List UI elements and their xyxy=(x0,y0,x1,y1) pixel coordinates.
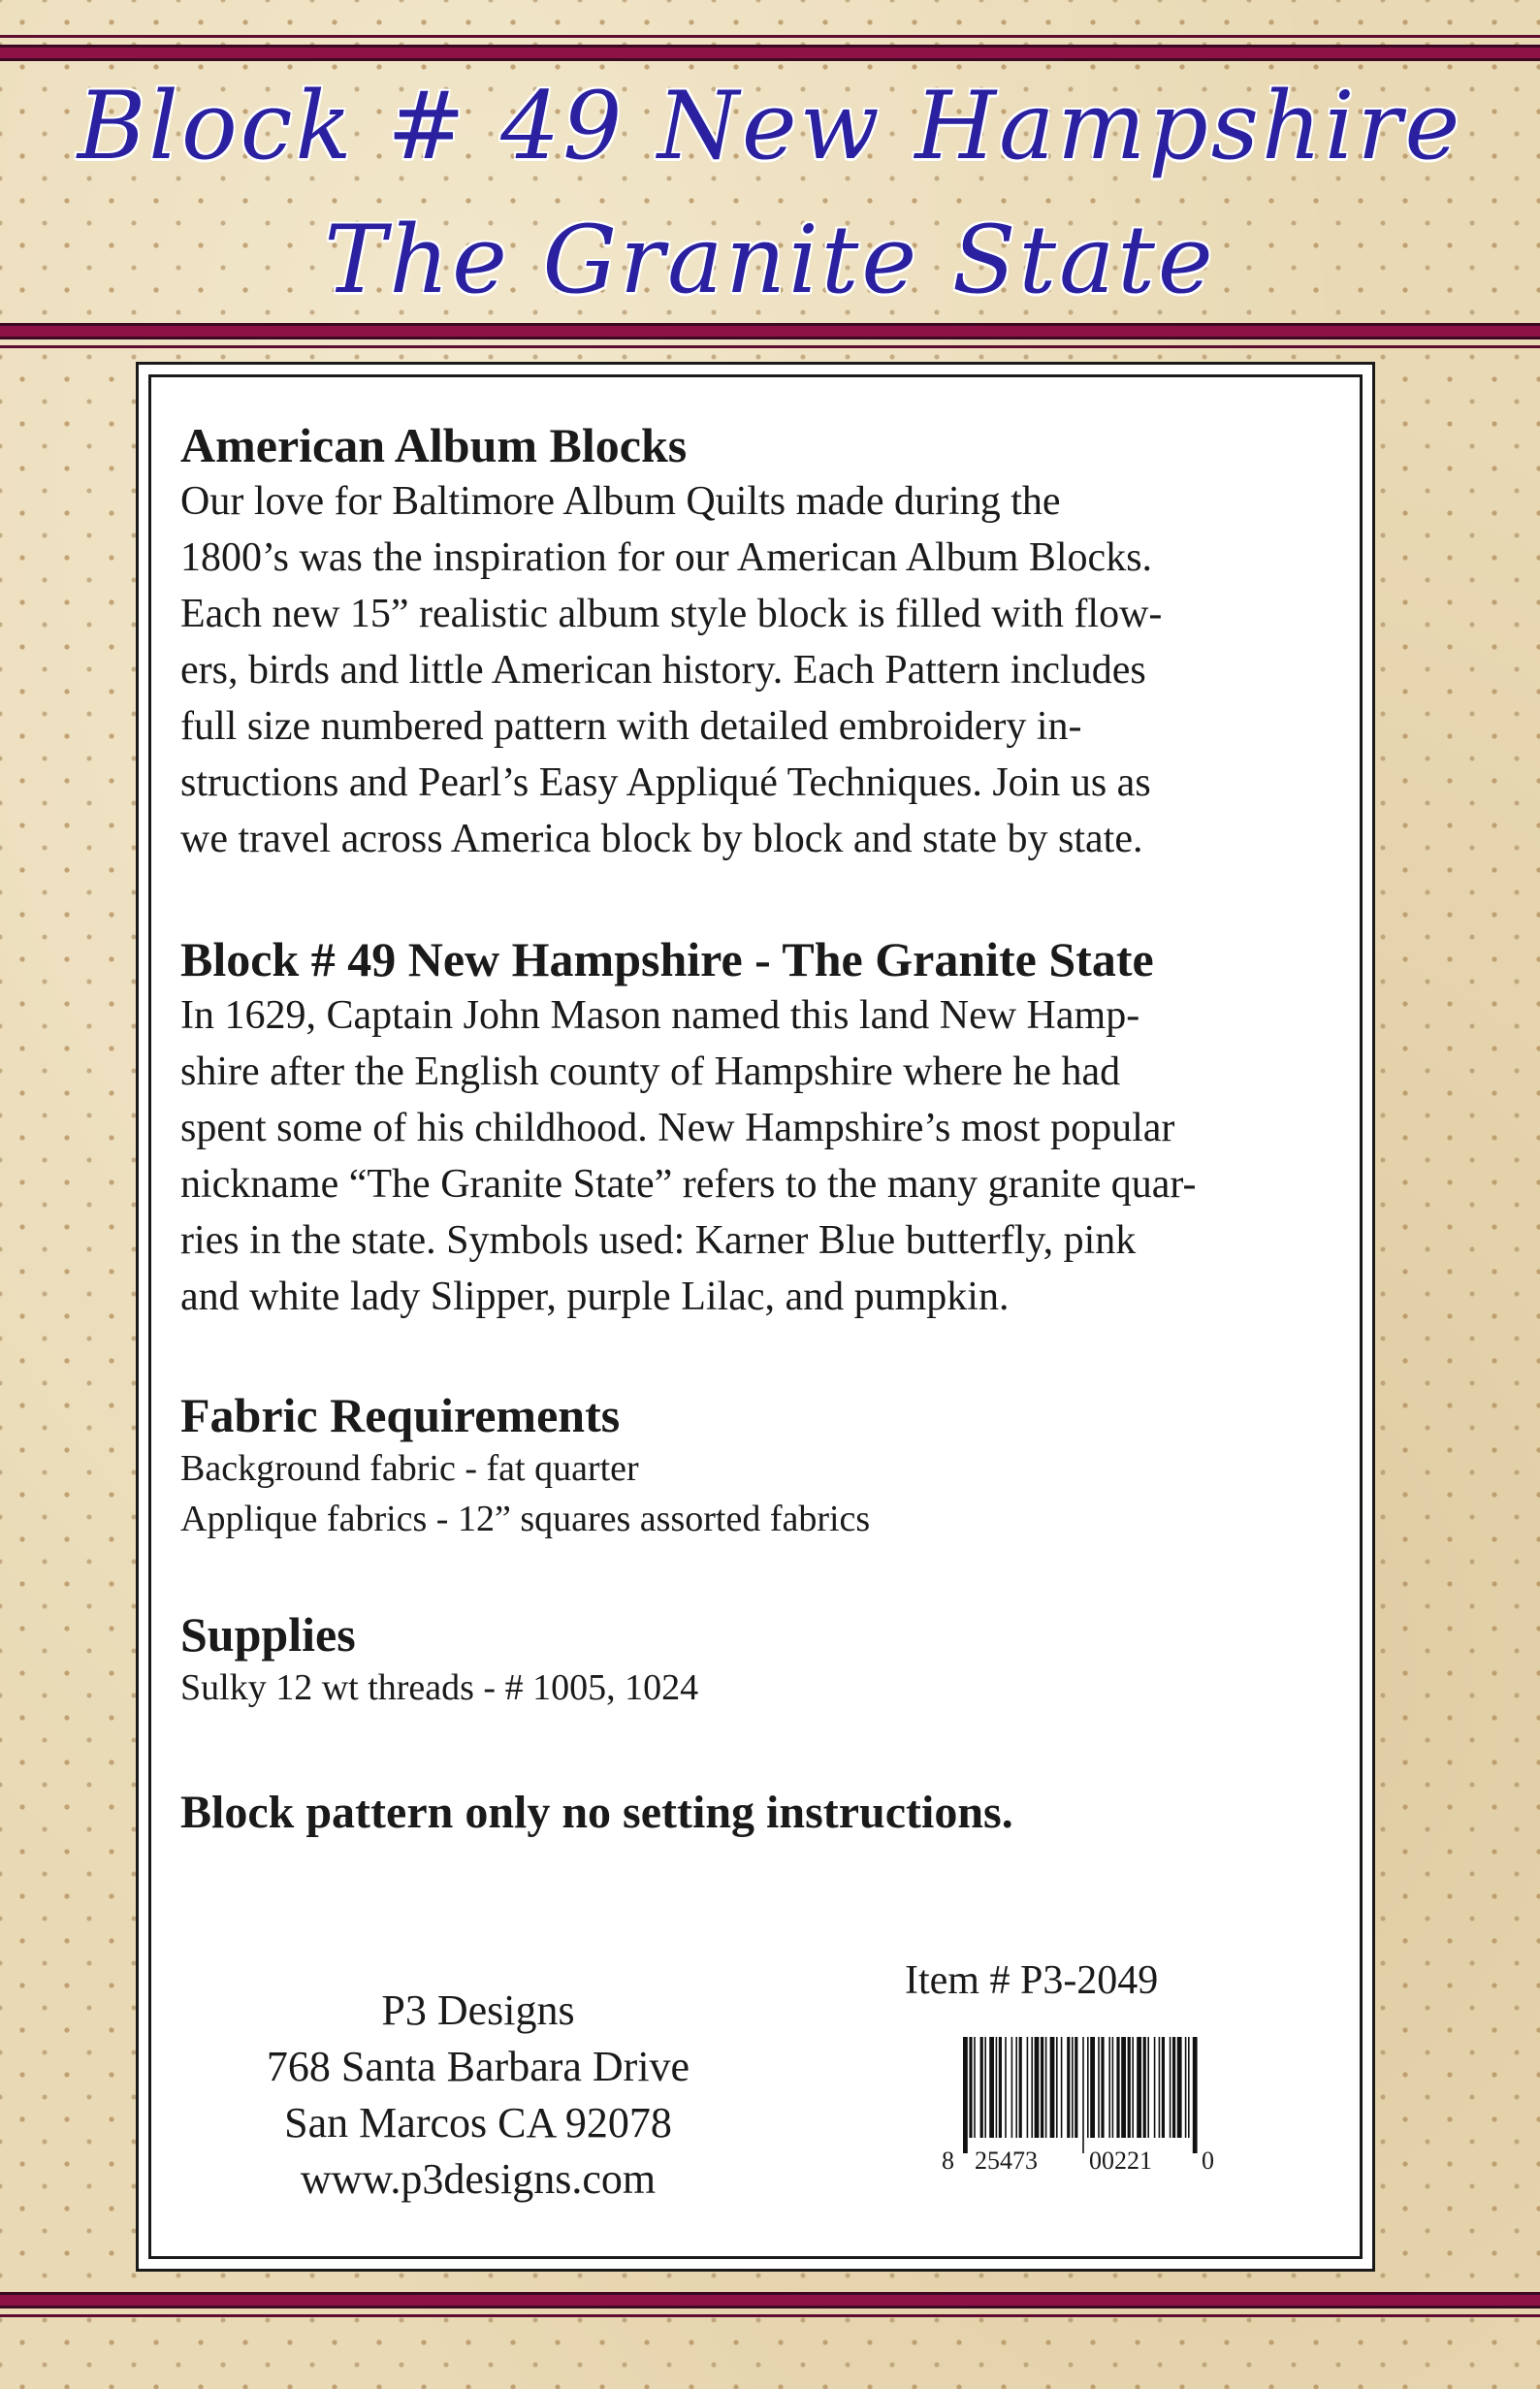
barcode-digit: 00221 xyxy=(1089,2147,1152,2175)
barcode-bar xyxy=(1162,2037,1165,2138)
barcode-bar xyxy=(1172,2037,1175,2138)
publisher-name: P3 Designs xyxy=(381,1986,575,2034)
album-line: full size numbered pattern with detailed embroidery in- xyxy=(180,704,1082,749)
barcode-bar xyxy=(1050,2037,1055,2138)
barcode-bar xyxy=(1137,2037,1141,2138)
barcode-bar xyxy=(1177,2037,1182,2138)
album-line: 1800’s was the inspiration for our American Album Blocks. xyxy=(180,535,1153,580)
barcode-bar xyxy=(980,2037,983,2138)
barcode-bar xyxy=(1188,2037,1190,2138)
barcode-bar xyxy=(1019,2037,1022,2138)
publisher-address xyxy=(216,1983,740,2208)
supplies-heading: Supplies xyxy=(180,1607,356,1662)
barcode-bar xyxy=(1011,2037,1013,2138)
top-border-line xyxy=(0,35,1540,38)
barcode-digit: 0 xyxy=(1202,2147,1214,2175)
content-panel xyxy=(136,362,1375,2272)
top-border-band xyxy=(0,45,1540,61)
barcode-bar xyxy=(1005,2037,1007,2138)
item-number: Item # P3-2049 xyxy=(905,1958,1159,2003)
barcode-bar xyxy=(1061,2037,1063,2138)
supplies-section xyxy=(180,1606,1354,1713)
barcode-bar xyxy=(1185,2037,1187,2138)
barcode-digit: 8 xyxy=(942,2147,954,2175)
barcode-bar xyxy=(1112,2037,1114,2138)
barcode-bar xyxy=(1108,2037,1110,2138)
title-line-2: The Granite State xyxy=(324,206,1216,314)
note-section xyxy=(180,1785,1354,1841)
barcode-bar xyxy=(974,2037,976,2138)
barcode-bar xyxy=(1041,2037,1043,2138)
bottom-border-line xyxy=(0,2314,1540,2317)
barcode-bar xyxy=(1027,2037,1029,2138)
block-line: In 1629, Captain John Mason named this land New Hamp- xyxy=(180,993,1140,1038)
barcode-bar xyxy=(1067,2037,1070,2138)
album-line: Our love for Baltimore Album Quilts made during the xyxy=(180,479,1061,524)
barcode-bar xyxy=(996,2037,998,2138)
barcode-bar xyxy=(1132,2037,1134,2138)
publisher-website: www.p3designs.com xyxy=(300,2155,657,2203)
block-line: ries in the state. Symbols used: Karner Blue butterfly, pink xyxy=(180,1218,1137,1263)
barcode-bar xyxy=(969,2037,972,2138)
barcode-bar xyxy=(1031,2037,1033,2138)
album-line: structions and Pearl’s Easy Appliqué Techniques. Join us as xyxy=(180,760,1151,805)
fabric-section xyxy=(180,1387,1354,1544)
barcode-bar xyxy=(1143,2037,1146,2138)
supplies-line: Sulky 12 wt threads - # 1005, 1024 xyxy=(180,1667,699,1708)
block-line: nickname “The Granite State” refers to the many granite quar- xyxy=(180,1162,1197,1207)
setting-note: Block pattern only no setting instructions. xyxy=(180,1787,1013,1838)
barcode-bar xyxy=(1082,2037,1084,2153)
album-heading: American Album Blocks xyxy=(180,418,688,472)
barcode-bar xyxy=(1128,2037,1131,2138)
barcode-bar xyxy=(1056,2037,1058,2138)
album-line: we travel across America block by block and state by state. xyxy=(180,817,1143,861)
barcode-bar xyxy=(1101,2037,1104,2138)
barcode-bar xyxy=(1159,2037,1161,2138)
album-section xyxy=(180,417,1354,867)
title-bottom-band xyxy=(0,323,1540,339)
barcode-bar xyxy=(1170,2037,1171,2138)
block-heading: Block # 49 New Hampshire - The Granite State xyxy=(180,932,1154,986)
barcode-bar xyxy=(1147,2037,1149,2138)
bottom-border-band xyxy=(0,2292,1540,2308)
publisher-street: 768 Santa Barbara Drive xyxy=(266,2043,690,2090)
barcode-bar xyxy=(984,2037,986,2138)
fabric-line: Applique fabrics - 12” squares assorted fabrics xyxy=(180,1499,871,1539)
barcode-bar xyxy=(999,2037,1002,2138)
barcode-bar xyxy=(1154,2037,1156,2138)
barcode-bar xyxy=(963,2037,968,2153)
barcode-bar xyxy=(989,2037,994,2138)
title-line-1: Block # 49 New Hampshire xyxy=(77,72,1463,180)
barcode-bar xyxy=(1075,2037,1077,2138)
barcode-bars xyxy=(963,2037,1198,2153)
block-section xyxy=(180,931,1354,1325)
barcode-bar xyxy=(1015,2037,1017,2138)
album-line: ers, birds and little American history. Each Pattern includes xyxy=(180,648,1146,693)
barcode-bar xyxy=(1121,2037,1126,2138)
barcode-bar xyxy=(1193,2037,1198,2153)
block-line: and white lady Slipper, purple Lilac, and pumpkin. xyxy=(180,1275,1010,1319)
barcode-digit: 25473 xyxy=(975,2147,1038,2175)
barcode-bar xyxy=(1087,2037,1089,2138)
fabric-heading: Fabric Requirements xyxy=(180,1388,621,1442)
barcode-bar xyxy=(1045,2037,1047,2138)
fabric-line: Background fabric - fat quarter xyxy=(180,1448,639,1489)
barcode-bar xyxy=(1072,2037,1074,2138)
barcode-bar xyxy=(1035,2037,1040,2138)
barcode-bar xyxy=(1116,2037,1119,2138)
barcode-icon xyxy=(934,2033,1225,2179)
block-line: spent some of his childhood. New Hampshire’s most popular xyxy=(180,1106,1175,1150)
barcode-bar xyxy=(1090,2037,1095,2138)
publisher-city: San Marcos CA 92078 xyxy=(284,2099,672,2147)
block-line: shire after the English county of Hampshire where he had xyxy=(180,1049,1121,1094)
title-bottom-line xyxy=(0,345,1540,348)
album-line: Each new 15” realistic album style block is filled with flow- xyxy=(180,592,1163,636)
barcode-bar xyxy=(1098,2037,1100,2138)
